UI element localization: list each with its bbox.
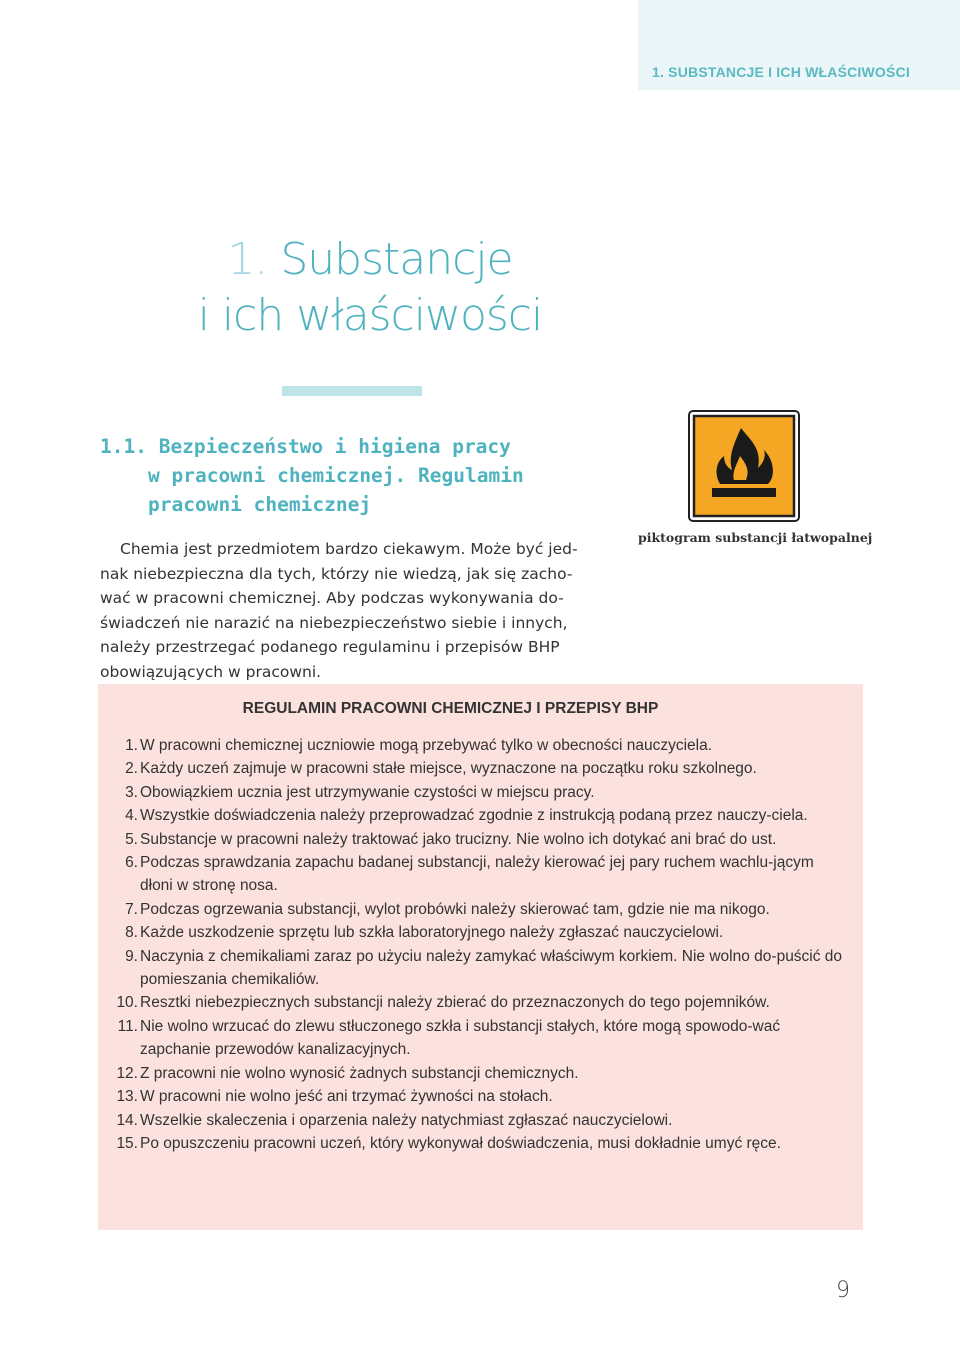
list-item <box>98 757 858 780</box>
section-heading-line2: w pracowni chemicznej. Regulamin <box>148 464 524 487</box>
intro-line: świadczeń nie narazić na niebezpieczeństwo siebie i innych, <box>100 613 568 632</box>
list-item <box>98 898 858 921</box>
intro-line: należy przestrzegać podanego regulaminu i przepisów BHP <box>100 638 560 656</box>
rule-text: Po opuszczeniu pracowni uczeń, który wykonywał doświadczenia, musi dokładnie umyć ręce. <box>140 1134 781 1152</box>
rules-title: REGULAMIN PRACOWNI CHEMICZNEJ I PRZEPISY BHP <box>242 700 659 717</box>
list-item <box>98 781 858 804</box>
rule-number: 3. <box>125 783 138 801</box>
chapter-number: 1. <box>227 234 268 285</box>
intro-line: Chemia jest przedmiotem bardzo ciekawym. Może być jed- <box>120 540 578 558</box>
intro-line: wać w pracowni chemicznej. Aby podczas wykonywania do- <box>100 589 564 607</box>
section-heading <box>100 432 560 519</box>
chapter-title-line2: i ich właściwości <box>197 290 543 341</box>
list-item <box>98 1085 858 1108</box>
rule-number: 10. <box>116 994 138 1012</box>
running-header: 1. SUBSTANCJE I ICH WŁAŚCIWOŚCI <box>652 64 910 80</box>
rules-box <box>98 684 863 1230</box>
rule-number: 13. <box>116 1088 138 1106</box>
rules-list <box>98 734 858 1155</box>
page-number: 9 <box>836 1278 850 1303</box>
list-item <box>98 1015 858 1062</box>
rule-number: 5. <box>125 830 138 848</box>
list-item <box>98 851 858 898</box>
rule-number: 1. <box>125 737 138 754</box>
rule-number: 11. <box>117 1017 138 1035</box>
list-item <box>98 1062 858 1085</box>
flammable-pictogram-icon <box>688 410 800 522</box>
rule-text: Z pracowni nie wolno wynosić żadnych substancji chemicznych. <box>140 1064 579 1082</box>
list-item <box>98 804 858 827</box>
list-item <box>98 1109 858 1132</box>
rule-text: W pracowni nie wolno jeść ani trzymać żywności na stołach. <box>140 1088 553 1106</box>
rule-number: 8. <box>125 924 138 942</box>
rule-text: W pracowni chemicznej uczniowie mogą przebywać tylko w obecności nauczyciela. <box>140 737 713 754</box>
rule-text: Resztki niebezpiecznych substancji należy zbierać do przeznaczonych do tego pojemników. <box>140 994 770 1012</box>
list-item <box>98 734 858 757</box>
list-item <box>98 991 858 1014</box>
intro-line: nak niebezpieczna dla tych, którzy nie wiedzą, jak się zacho- <box>100 564 573 583</box>
intro-paragraph <box>100 537 620 684</box>
rule-number: 6. <box>125 854 138 872</box>
list-item <box>98 945 858 992</box>
rule-text: Każde uszkodzenie sprzętu lub szkła laboratoryjnego należy zgłaszać nauczycielowi. <box>140 924 724 942</box>
rule-text: Podczas ogrzewania substancji, wylot probówki należy skierować tam, gdzie nie ma nikogo. <box>140 900 770 918</box>
chapter-title <box>160 232 580 344</box>
rule-text: Wszystkie doświadczenia należy przeprowadzać zgodnie z instrukcją podaną przez nauczy-ciela. <box>140 807 808 825</box>
rule-number: 2. <box>125 760 138 778</box>
chapter-title-line1: Substancje <box>280 234 513 285</box>
list-item <box>98 828 858 851</box>
rule-text: Substancje w pracowni należy traktować jako trucizny. Nie wolno ich dotykać ani brać do ust. <box>140 830 777 848</box>
rule-text: Obowiązkiem ucznia jest utrzymywanie czystości w miejscu pracy. <box>140 783 595 801</box>
rule-number: 4. <box>125 807 138 825</box>
list-item <box>98 1132 858 1155</box>
rule-number: 7. <box>125 900 138 918</box>
rule-number: 12. <box>116 1064 138 1082</box>
rule-text: Każdy uczeń zajmuje w pracowni stałe miejsce, wyznaczone na początku roku szkolnego. <box>140 760 757 778</box>
title-divider <box>282 386 422 396</box>
intro-line: obowiązujących w pracowni. <box>100 662 322 681</box>
section-heading-line1: 1.1. Bezpieczeństwo i higiena pracy <box>100 435 511 458</box>
rule-number: 9. <box>125 947 138 965</box>
rule-text: Nie wolno wrzucać do zlewu stłuczonego szkła i substancji stałych, które mogą spowodo-wać zapchanie przewodów kanalizacyjnych. <box>140 1017 781 1059</box>
section-heading-line3: pracowni chemicznej <box>148 493 372 516</box>
pictogram-caption: piktogram substancji łatwopalnej <box>638 530 873 545</box>
list-item <box>98 921 858 944</box>
rule-number: 15. <box>116 1134 138 1152</box>
rule-text: Podczas sprawdzania zapachu badanej substancji, należy kierować jej pary ruchem wachlu-jącym dłoni w stronę nosa. <box>140 854 814 895</box>
rule-number: 14. <box>116 1111 138 1129</box>
rule-text: Wszelkie skaleczenia i oparzenia należy natychmiast zgłaszać nauczycielowi. <box>140 1111 673 1129</box>
rule-text: Naczynia z chemikaliami zaraz po użyciu należy zamykać właściwym korkiem. Nie wolno do-puścić do pomieszania chemikaliów. <box>140 947 843 989</box>
